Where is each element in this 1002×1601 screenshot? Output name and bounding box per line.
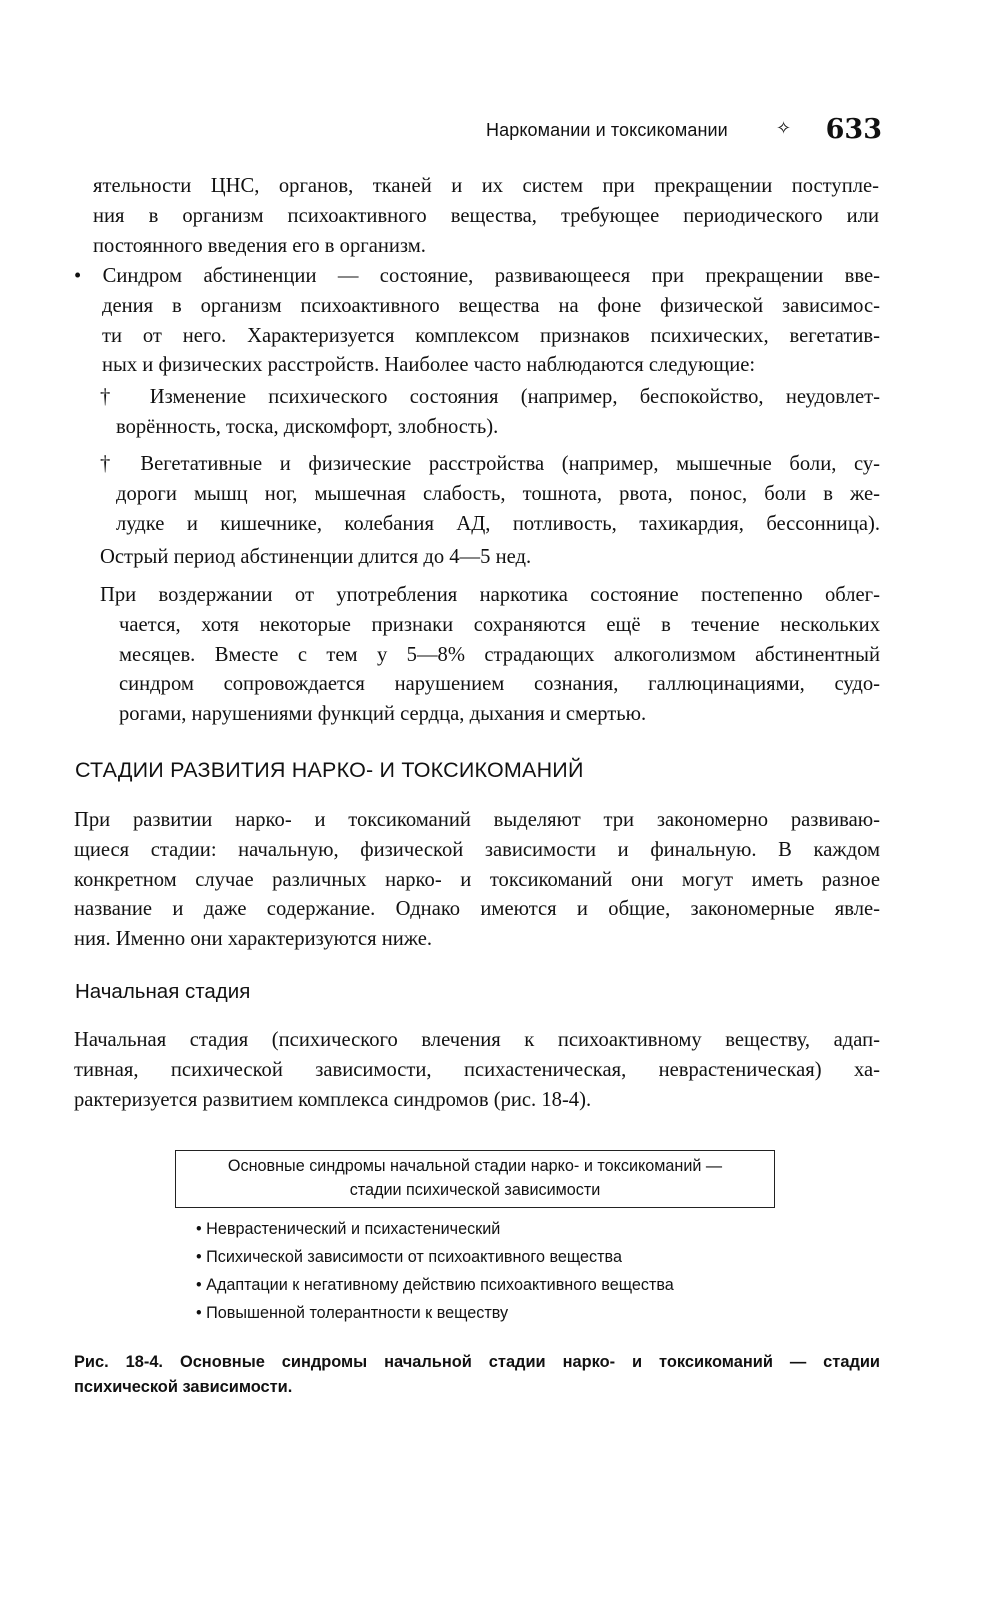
- text-line: • Синдром абстиненции — состояние, развивающееся при прекращении вве-: [74, 265, 880, 287]
- text-line: ятельности ЦНС, органов, тканей и их систем при прекращении поступле-: [93, 175, 879, 197]
- text-line: ных и физических расстройств. Наиболее часто наблюдаются следующие:: [102, 354, 756, 377]
- figure-title-box: [175, 1150, 775, 1208]
- text-line: конкретном случае различных нарко- и токсикоманий они могут иметь разное: [74, 868, 880, 891]
- text-line: † Вегетативные и физические расстройства (например, мышечные боли, су-: [100, 453, 880, 475]
- dagger-item-mental-state: [100, 383, 880, 443]
- text-line: † Изменение психического состояния (например, беспокойство, неудовлет-: [100, 386, 880, 408]
- text-line: Начальная стадия (психического влечения к психоактивному веществу, адап-: [74, 1029, 880, 1051]
- text-line: месяцев. Вместе с тем у 5—8% страдающих алкоголизмом абстинентный: [119, 643, 880, 666]
- running-header: [470, 114, 882, 148]
- paragraph-continuation: [93, 172, 879, 261]
- text-line: название и даже содержание. Однако имеются и общие, закономерные явле-: [74, 898, 880, 921]
- paragraph-abstinence: [100, 581, 880, 730]
- syndrome-item: • Повышенной толерантности к веществу: [196, 1304, 509, 1322]
- text-line: ти от него. Характеризуется комплексом признаков психических, вегетатив-: [102, 324, 880, 347]
- figure-title-line: Основные синдромы начальной стадии нарко- и токсикоманий —: [227, 1157, 723, 1175]
- text-line: ния в организм психоактивного вещества, требующее периодического или: [93, 204, 879, 227]
- text-line: постоянного введения его в организм.: [93, 234, 426, 257]
- text-line: синдром сопровождается нарушением сознания, галлюцинациями, судо-: [119, 673, 880, 696]
- text-line: При воздержании от употребления наркотика состояние постепенно облег-: [100, 584, 880, 606]
- text-line: рактеризуется развитием комплекса синдромов (рис. 18-4).: [74, 1088, 592, 1111]
- page-number: 633: [825, 114, 882, 145]
- diamond-icon: ✧: [776, 118, 792, 138]
- bullet-withdrawal-syndrome: [74, 262, 880, 381]
- paragraph-acute-period: [100, 543, 886, 573]
- text-line: щиеся стадии: начальную, физической зависимости и финальную. В каждом: [74, 838, 880, 861]
- section-heading: СТАДИИ РАЗВИТИЯ НАРКО- И ТОКСИКОМАНИЙ: [75, 758, 584, 782]
- text-line: рогами, нарушениями функций сердца, дыхания и смертью.: [119, 703, 647, 726]
- syndrome-item: • Психической зависимости от психоактивного вещества: [196, 1248, 622, 1266]
- text-line: ния. Именно они характеризуются ниже.: [74, 928, 433, 951]
- text-line: При развитии нарко- и токсикоманий выделяют три закономерно развиваю-: [74, 809, 880, 831]
- paragraph-initial-stage: [74, 1026, 880, 1115]
- subsection-heading: Начальная стадия: [75, 980, 251, 1003]
- text-line: лудке и кишечнике, колебания АД, потливость, тахикардия, бессонница).: [116, 512, 880, 535]
- figure-title-line: стадии психической зависимости: [349, 1181, 601, 1199]
- text-line: чается, хотя некоторые признаки сохраняются ещё в течение нескольких: [119, 613, 880, 636]
- text-line: тивная, психической зависимости, психастеническая, неврастеническая) ха-: [74, 1058, 880, 1081]
- caption-line: психической зависимости.: [74, 1378, 293, 1396]
- text-line: дения в организм психоактивного вещества на фоне физической зависимос-: [102, 294, 880, 317]
- figure-caption: [74, 1350, 880, 1400]
- dagger-item-vegetative: [100, 450, 880, 539]
- paragraph-stages: [74, 806, 880, 955]
- text-line: Острый период абстиненции длится до 4—5 нед.: [100, 546, 532, 568]
- syndrome-item: • Адаптации к негативному действию психоактивного вещества: [196, 1276, 674, 1294]
- syndrome-item: • Неврастенический и психастенический: [196, 1220, 501, 1238]
- running-title: Наркомании и токсикомании: [486, 120, 728, 140]
- text-line: дороги мышц ног, мышечная слабость, тошнота, рвота, понос, боли в же-: [116, 482, 880, 505]
- caption-line: Рис. 18-4. Основные синдромы начальной стадии нарко- и токсикоманий — стадии: [74, 1353, 880, 1371]
- text-line: ворённость, тоска, дискомфорт, злобность).: [116, 415, 499, 438]
